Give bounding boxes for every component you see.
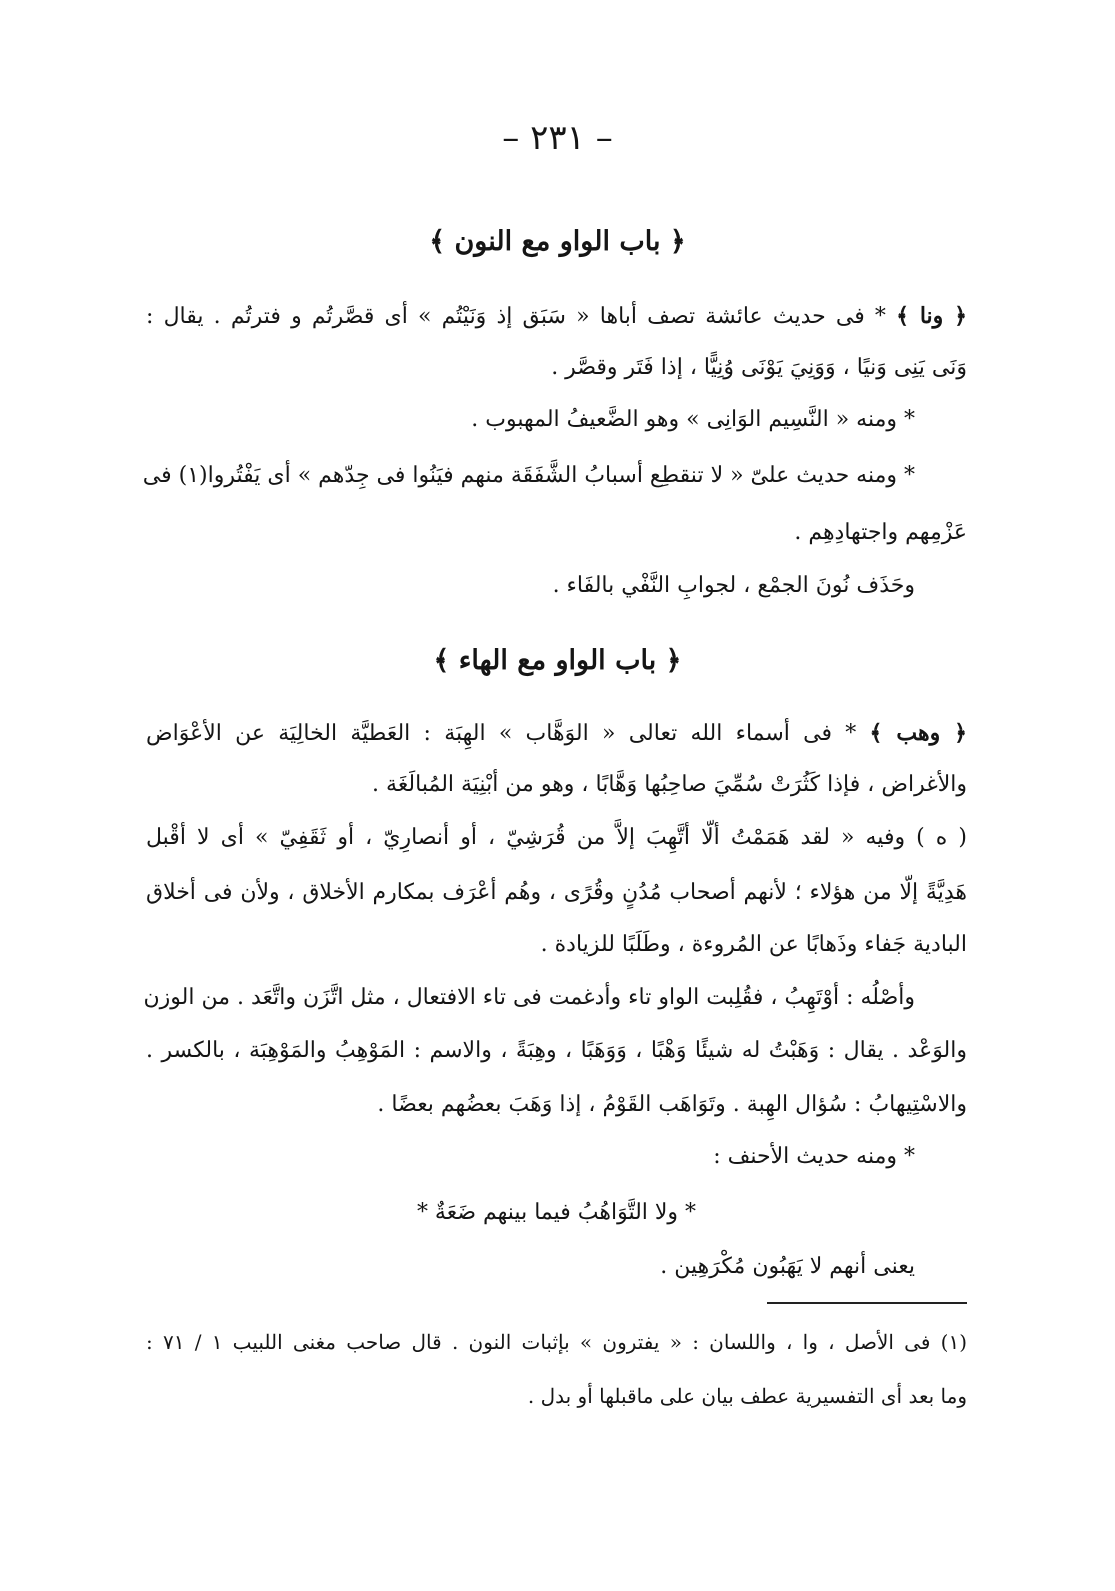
text-line: يعنى أنهم لا يَهَبُون مُكْرَهِين .	[660, 1254, 915, 1279]
page-number: – ٢٣١ –	[502, 118, 613, 158]
section-title-waw-nun: ﴿ باب الواو مع النون ﴾	[429, 226, 686, 257]
text-line: وَنَى يَنِى وَنيًا ، وَوَنِيَ يَوْنَى وُنِيًّا ، إذا فَتَر وقصَّر .	[551, 355, 967, 380]
entry-line	[146, 303, 967, 329]
text-line: ( ه ) وفيه « لقد هَمَمْتُ ألّا أتَّهِبَ إلاَّ من قُرَشِيّ ، أو أنصارِيّ ، أو ثَقَفِيّ » أى لا أقْبل	[146, 825, 967, 850]
entry-word-wana: ﴿ ونا ﴾	[896, 303, 967, 329]
verse-line: * ولا التَّوَاهُبُ فيما بينهم ضَعَةٌ *	[416, 1200, 697, 1225]
text-line: والأغراض ، فإذا كَثُرَتْ سُمِّيَ صاحِبُها وَهَّابًا ، وهو من أبْنِيَة المُبالَغَة .	[372, 772, 967, 797]
footnote-line: (١) فى الأصل ، وا ، واللسان : « يفترون » بإثبات النون . قال صاحب مغنى اللبيب ١ / ٧١ :	[146, 1330, 967, 1354]
entry-text: * فى حديث عائشة تصف أباها « سَبَق إذ وَنَيْتُم » أى قصَّرتُم و فترتُم . يقال :	[146, 304, 886, 329]
text-line: وحَذَف نُونَ الجمْع ، لجوابِ النَّفْي بالفَاء .	[552, 573, 915, 598]
text-line: والوَعْد . يقال : وَهَبْتُ له شيئًا وَهْبًا ، وَوَهَبًا ، وهِبَةً ، والاسم : المَوْهِبُ والمَوْهِبَة ، بالكسر .	[146, 1038, 967, 1063]
text-line: وأصْلُه : أوْتَهِبُ ، فقُلِبت الواو تاء وأدغمت فى تاء الافتعال ، مثل اتَّزَن واتَّعَد . من الوزن	[143, 985, 915, 1010]
text-line: هَدِيَّةً إلّا من هؤلاء ؛ لأنهم أصحاب مُدُنٍ وقُرًى ، وهُم أعْرَف بمكارم الأخلاق ، ولأن فى أخلاق	[146, 880, 967, 905]
footnote-line: وما بعد أى التفسيرية عطف بيان على ماقبلها أو بدل .	[527, 1384, 967, 1408]
entry-word-wahab: ﴿ وهب ﴾	[869, 720, 967, 746]
entry-text: * فى أسماء الله تعالى « الوَهَّاب » الهِبَة : العَطيَّة الخالِيَة عن الأعْوَاض	[146, 721, 857, 746]
text-line: * ومنه حديث علىّ « لا تنقطِع أسبابُ الشَّفَقَة منهم فيَنُوا فى جِدّهم » أى يَفْتُروا(١) فى	[142, 463, 915, 488]
footnote-divider	[767, 1302, 967, 1304]
text-line: * ومنه حديث الأحنف :	[713, 1144, 915, 1169]
entry-line	[146, 720, 967, 746]
text-line: والاسْتِيهابُ : سُؤال الهِبة . وتَوَاهَب القَوْمُ ، إذا وَهَبَ بعضُهم بعضًا .	[377, 1092, 967, 1117]
text-line: البادية جَفاء وذَهابًا عن المُروءة ، وطَلَبًا للزيادة .	[540, 932, 967, 957]
text-line: عَزْمِهم واجتهادِهِم .	[794, 520, 967, 545]
section-title-waw-ha: ﴿ باب الواو مع الهاء ﴾	[433, 645, 682, 676]
text-line: * ومنه « النَّسِيم الوَانِى » وهو الضَّعيفُ المهبوب .	[471, 407, 915, 432]
